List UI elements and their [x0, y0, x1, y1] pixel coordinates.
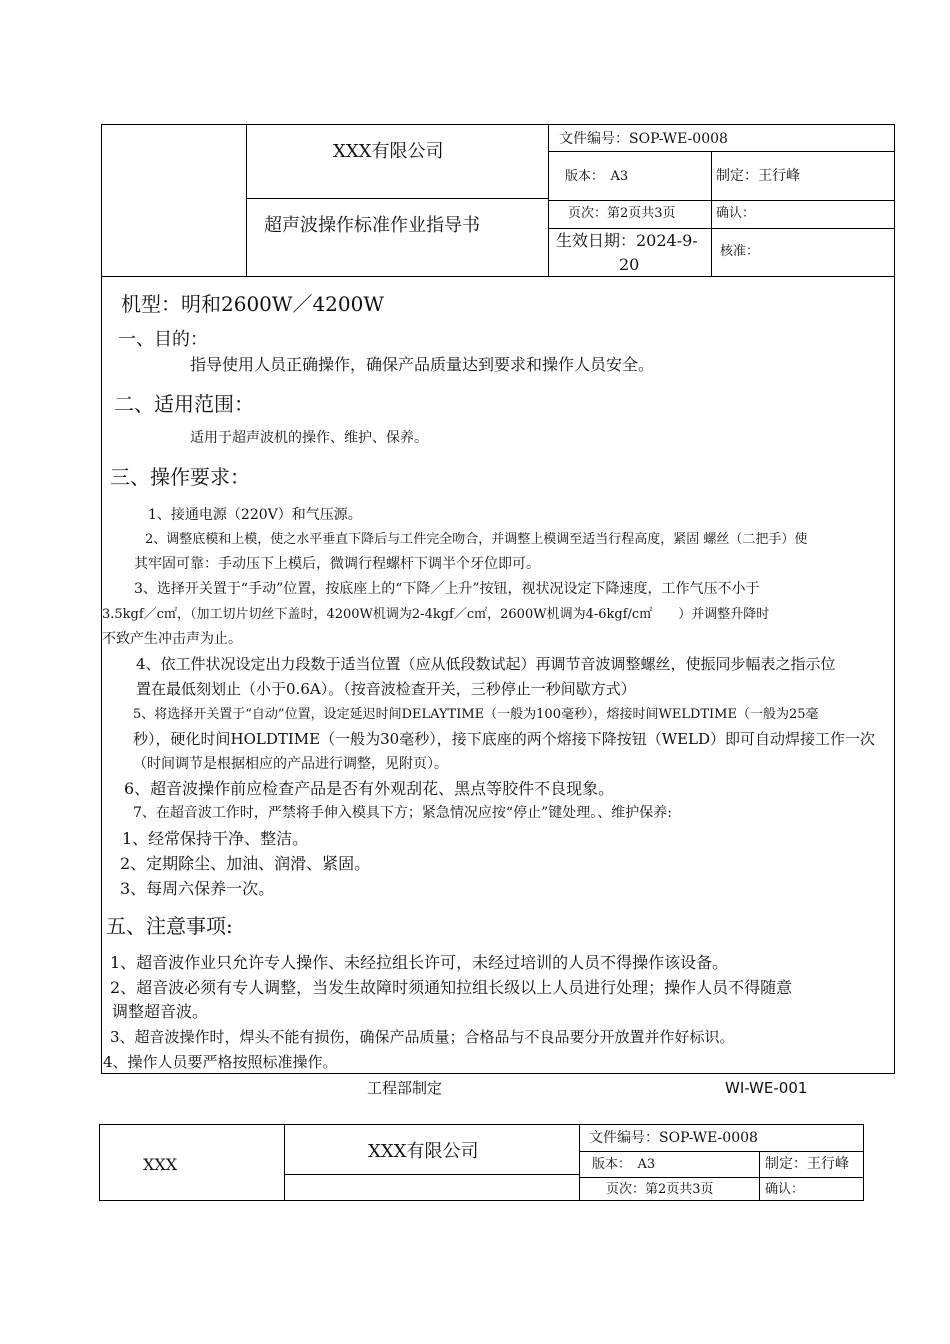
confirm-label-2: 确认：: [765, 1182, 805, 1197]
operation-item-5-cont: 秒），硬化时间HOLDTIME（一般为30毫秒），接下底座的两个熔接下降按钮（WELD）即可自动焊接工作一次: [133, 730, 876, 748]
operation-item-4: 4、依工件状况设定出力段数于适当位置（应从低段数试起）再调节音波调整螺丝，使振同步幅表之指示位: [136, 655, 836, 673]
document-title: 超声波操作标准作业指导书: [264, 215, 480, 236]
note-item-4: 4、操作人员要严格按照标准操作。: [103, 1053, 338, 1071]
page-number-2: 页次：第2页共3页: [606, 1182, 714, 1197]
note-item-2: 2、超音波必须有专人调整，当发生故障时须通知拉组长级以上人员进行处理；操作人员不得随意: [110, 978, 793, 997]
made-by: 制定：王行峰: [716, 168, 800, 184]
maintenance-item-2: 2、定期除尘、加油、润滑、紧固。: [120, 854, 371, 873]
section-notes-title: 五、注意事项:: [106, 914, 233, 938]
footer-department: 工程部制定: [367, 1079, 443, 1097]
operation-item-3: 3、选择开关置于“手动”位置，按底座上的“下降／上升”按钮，视状况设定下降速度，工作气压不小于: [134, 581, 760, 597]
confirm-label: 确认：: [716, 206, 756, 221]
version-2: 版本： A3: [592, 1157, 656, 1172]
logo-text: XXX: [143, 1155, 178, 1174]
operation-item-4-cont: 置在最低刻划止（小于0.6A）。（按音波检查开关，三秒停止一秒间歇方式）: [136, 680, 636, 698]
made-by-2: 制定：王行峰: [765, 1156, 849, 1172]
operation-item-7: 7、在超音波工作时，严禁将手伸入模具下方；紧急情况应按“停止”键处理。、维护保养:: [133, 805, 672, 821]
operation-item-2-cont: 其牢固可靠：手动压下上模后，微调行程螺杆下调半个牙位即可。: [134, 556, 540, 572]
operation-item-2: 2、调整底模和上模，使之水平垂直下降后与工件完全吻合，并调整上模调至适当行程高度，紧固 螺丝（二把手）使: [145, 532, 808, 547]
section-purpose-text: 指导使用人员正确操作，确保产品质量达到要求和操作人员安全。: [190, 355, 655, 374]
section-operation-title: 三、操作要求：: [110, 465, 250, 489]
maintenance-item-3: 3、每周六保养一次。: [120, 879, 275, 898]
operation-item-1: 1、接通电源（220V）和气压源。: [148, 507, 362, 523]
document-number: 文件编号：SOP-WE-0008: [559, 131, 728, 147]
operation-item-3-end: 不致产生冲击声为止。: [102, 631, 242, 647]
company-name: XXX有限公司: [333, 141, 444, 162]
note-item-1: 1、超音波作业只允许专人操作、未经拉组长许可，未经过培训的人员不得操作该设备。: [110, 953, 729, 972]
operation-item-5-end: （时间调节是根据相应的产品进行调整，见附页）。: [133, 756, 448, 772]
company-name-2: XXX有限公司: [368, 1141, 479, 1162]
operation-item-5: 5、将选择开关置于“自动”位置，设定延迟时间DELAYTIME（一般为100毫秒），熔接时间WELDTIME（一般为25毫: [133, 707, 819, 722]
section-scope-text: 适用于超声波机的操作、维护、保养。: [190, 430, 428, 446]
note-item-3: 3、超音波操作时，焊头不能有损伤，确保产品质量；合格品与不良品要分开放置并作好标识。: [110, 1028, 735, 1046]
section-scope-title: 二、适用范围：: [114, 392, 254, 416]
effective-date-cont: 20: [619, 255, 640, 274]
document-number-2: 文件编号：SOP-WE-0008: [589, 1130, 758, 1146]
operation-item-6: 6、超音波操作前应检查产品是否有外观刮花、黑点等胶件不良现象。: [124, 779, 615, 798]
section-purpose-title: 一、目的：: [118, 329, 208, 350]
approve-label: 核准：: [720, 244, 760, 259]
footer-document-code: WI-WE-001: [725, 1079, 808, 1097]
version: 版本： A3: [565, 169, 629, 184]
machine-model: 机型：明和2600W／4200W: [121, 292, 384, 316]
effective-date: 生效日期：2024-9-: [556, 231, 698, 250]
operation-item-3-cont: 3.5kgf／c㎡，（加工切片切丝下盖时，4200W机调为2-4kgf／c㎡，2600W机调为4-6kgf/c㎡ ）并调整升降时: [102, 607, 770, 622]
page-number: 页次：第2页共3页: [568, 206, 676, 221]
maintenance-item-1: 1、经常保持干净、整洁。: [122, 829, 309, 848]
note-item-2-cont: 调整超音波。: [112, 1002, 209, 1021]
